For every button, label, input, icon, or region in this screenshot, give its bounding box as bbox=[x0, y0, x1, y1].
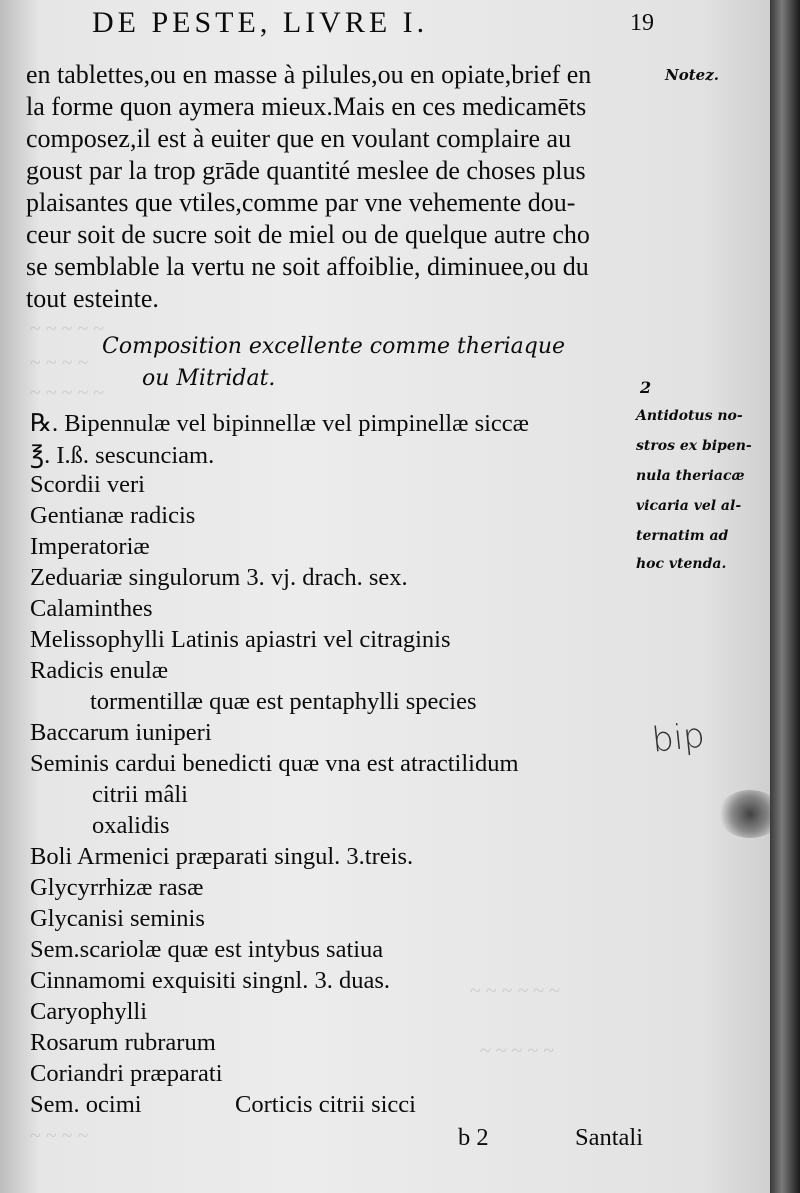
show-through-text: ~ ~ ~ ~ ~ ~ bbox=[470, 980, 560, 1002]
recipe-line: ℞. Bipennulæ vel bipinnellæ vel pimpinellæ siccæ bbox=[30, 410, 529, 437]
book-page-edge bbox=[770, 0, 800, 1193]
margin-note-line: hoc vtenda. bbox=[636, 556, 727, 572]
catchword: Santali bbox=[575, 1124, 644, 1151]
recipe-line: Rosarum rubrarum bbox=[30, 1029, 216, 1056]
margin-note-line: vicaria vel al- bbox=[636, 498, 742, 514]
paragraph-line: plaisantes que vtiles,comme par vne vehemente dou- bbox=[26, 188, 576, 217]
page-number: 19 bbox=[630, 10, 654, 36]
recipe-line: Imperatoriæ bbox=[30, 533, 150, 560]
recipe-line: Corticis citrii sicci bbox=[235, 1091, 416, 1118]
recipe-line: Coriandri præparati bbox=[30, 1060, 223, 1087]
section-heading-line: ou Mitridat. bbox=[142, 366, 276, 391]
paragraph-line: ceur soit de sucre soit de miel ou de quelque autre cho bbox=[26, 220, 590, 249]
recipe-line: Glycyrrhizæ rasæ bbox=[30, 874, 204, 901]
show-through-text: ~ ~ ~ ~ bbox=[30, 1125, 89, 1147]
margin-note-line: ternatim ad bbox=[636, 528, 729, 544]
recipe-line: citrii mâli bbox=[92, 781, 188, 808]
show-through-text: ~ ~ ~ ~ bbox=[30, 352, 89, 374]
recipe-line: Caryophylli bbox=[30, 998, 148, 1025]
show-through-text: ~ ~ ~ ~ ~ bbox=[30, 382, 105, 404]
show-through-text: ~ ~ ~ ~ ~ bbox=[30, 318, 105, 340]
paragraph-line: en tablettes,ou en masse à pilules,ou en opiate,brief en bbox=[26, 60, 592, 89]
recipe-line: Baccarum iuniperi bbox=[30, 719, 212, 746]
recipe-line: ℥. I.ß. sescunciam. bbox=[30, 442, 215, 469]
recipe-line: Glycanisi seminis bbox=[30, 905, 205, 932]
recipe-line: Scordii veri bbox=[30, 471, 145, 498]
recipe-line: Sem. ocimi bbox=[30, 1091, 142, 1118]
recipe-line: Radicis enulæ bbox=[30, 657, 169, 684]
handwritten-annotation: bip bbox=[650, 715, 707, 761]
recipe-line: tormentillæ quæ est pentaphylli species bbox=[90, 688, 477, 715]
recipe-line: Melissophylli Latinis apiastri vel citraginis bbox=[30, 626, 451, 653]
recipe-line: Cinnamomi exquisiti singnl. 3. duas. bbox=[30, 967, 391, 994]
margin-note-notez: Notez. bbox=[665, 66, 719, 84]
paragraph-line: se semblable la vertu ne soit affoiblie, diminuee,ou du bbox=[26, 252, 589, 281]
recipe-line: Calaminthes bbox=[30, 595, 153, 622]
running-header: DE PESTE, LIVRE I. bbox=[92, 6, 429, 39]
recipe-line: Zeduariæ singulorum 3. vj. drach. sex. bbox=[30, 564, 408, 591]
margin-note-line: nula theriacæ bbox=[636, 468, 745, 484]
section-heading-line: Composition excellente comme theriaque bbox=[102, 334, 566, 359]
recipe-line: Gentianæ radicis bbox=[30, 502, 196, 529]
recipe-line: oxalidis bbox=[92, 812, 170, 839]
margin-note-line: stros ex bipen- bbox=[636, 438, 752, 454]
paragraph-line: la forme quon aymera mieux.Mais en ces medicamēts bbox=[26, 92, 587, 121]
signature-mark: b 2 bbox=[458, 1124, 489, 1151]
margin-note-line: Antidotus no- bbox=[636, 408, 743, 424]
paragraph-line: composez,il est à euiter que en voulant complaire au bbox=[26, 124, 572, 153]
paragraph-line: goust par la trop grāde quantité meslee de choses plus bbox=[26, 156, 586, 185]
paragraph-line: tout esteinte. bbox=[26, 284, 159, 313]
recipe-line: Sem.scariolæ quæ est intybus satiua bbox=[30, 936, 384, 963]
recipe-line: Seminis cardui benedicti quæ vna est atractilidum bbox=[30, 750, 519, 777]
show-through-text: ~ ~ ~ ~ ~ bbox=[480, 1040, 555, 1062]
margin-note-number: 2 bbox=[640, 378, 652, 397]
recipe-line: Boli Armenici præparati singul. 3.treis. bbox=[30, 843, 414, 870]
